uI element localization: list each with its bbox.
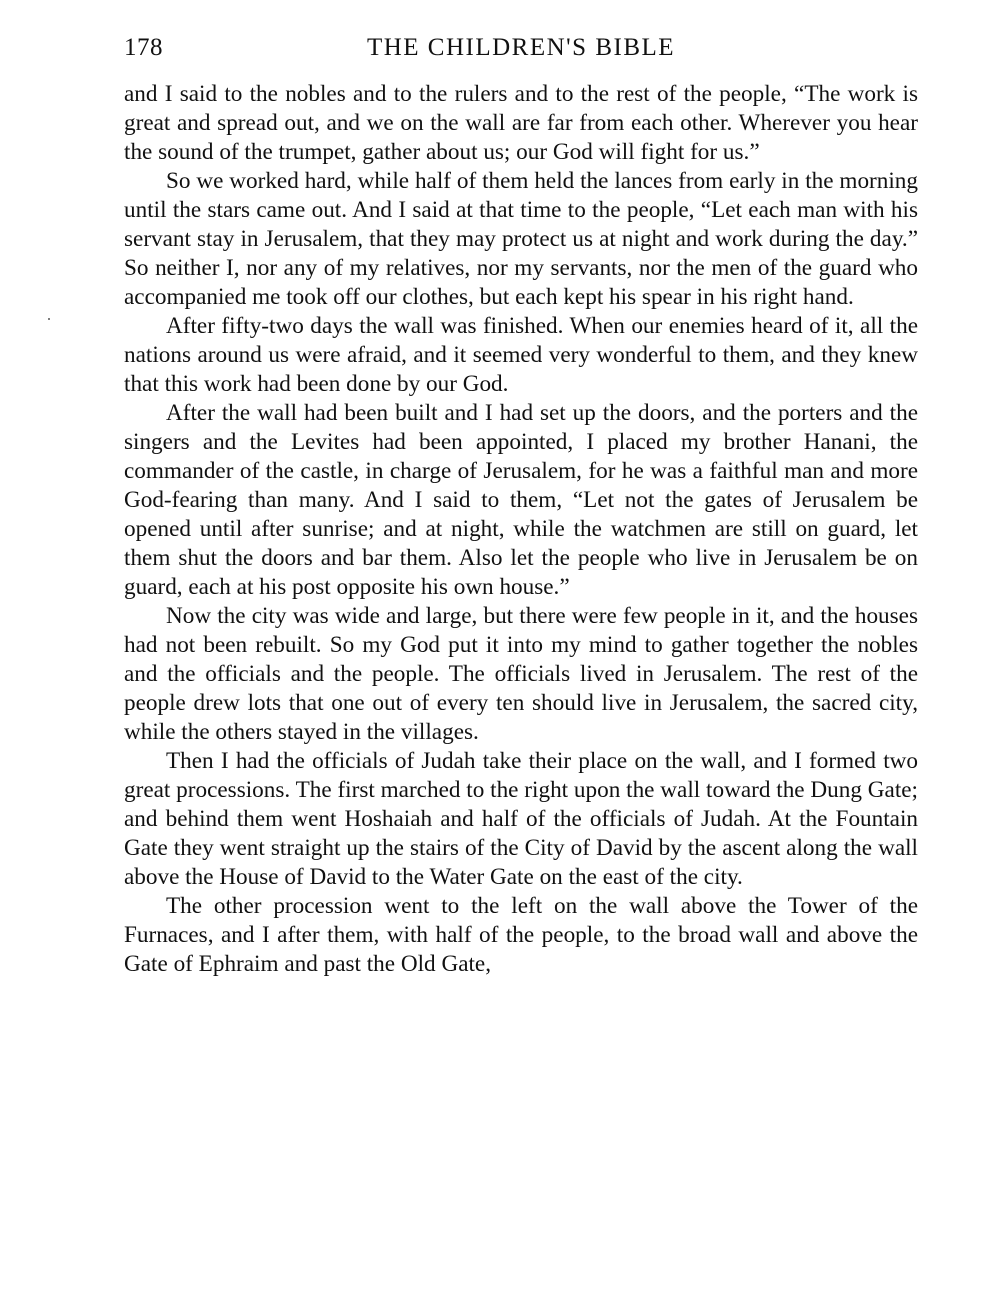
paragraph: The other procession went to the left on the wall above the Tower of the Furnaces, and I after them, with half of the people, to the broad wall and above the Gate of Ephraim and past the Old Gate, (124, 893, 918, 977)
page-number: 178 (124, 34, 163, 61)
book-page (124, 30, 918, 1280)
paragraph: Now the city was wide and large, but there were few people in it, and the houses had not been rebuilt. So my God put it into my mind to gather together the nobles and the officials and the people. The officials lived in Jerusalem. The rest of the people drew lots that one out of every ten should live in Jerusalem, the sacred city, while the others stayed in the villages. (124, 603, 918, 745)
body-text (124, 80, 918, 979)
book-title: THE CHILDREN'S BIBLE (366, 34, 676, 61)
scan-speck (48, 318, 50, 320)
paragraph: After fifty-two days the wall was finished. When our enemies heard of it, all the nations around us were afraid, and it seemed very wonderful to them, and they knew that this work had been done by our God. (124, 313, 918, 397)
paragraph: After the wall had been built and I had set up the doors, and the porters and the singers and the Levites had been appointed, I placed my brother Hanani, the commander of the castle, in charge of Jerusalem, for he was a faithful man and more God-fearing than many. And I said to them, “Let not the gates of Jerusalem be opened until after sunrise; and at night, while the watchmen are still on guard, let them shut the doors and bar them. Also let the people who live in Jerusalem be on guard, each at his post opposite his own house.” (124, 400, 918, 600)
paragraph-continued: and I said to the nobles and to the rulers and to the rest of the people, “The work is great and spread out, and we on the wall are far from each other. Wherever you hear the sound of the trumpet, gather about us; our God will fight for us.” (124, 81, 918, 165)
paragraph: So we worked hard, while half of them held the lances from early in the morning until the stars came out. And I said at that time to the people, “Let each man with his servant stay in Jerusalem, that they may protect us at night and work during the day.” So neither I, nor any of my relatives, nor my servants, nor the men of the guard who accompanied me took off our clothes, but each kept his spear in his right hand. (124, 168, 918, 310)
running-header (124, 30, 918, 66)
paragraph: Then I had the officials of Judah take their place on the wall, and I formed two great processions. The first marched to the right upon the wall toward the Dung Gate; and behind them went Hoshaiah and half of the officials of Judah. At the Fountain Gate they went straight up the stairs of the City of David by the ascent along the wall above the House of David to the Water Gate on the east of the city. (124, 748, 918, 890)
